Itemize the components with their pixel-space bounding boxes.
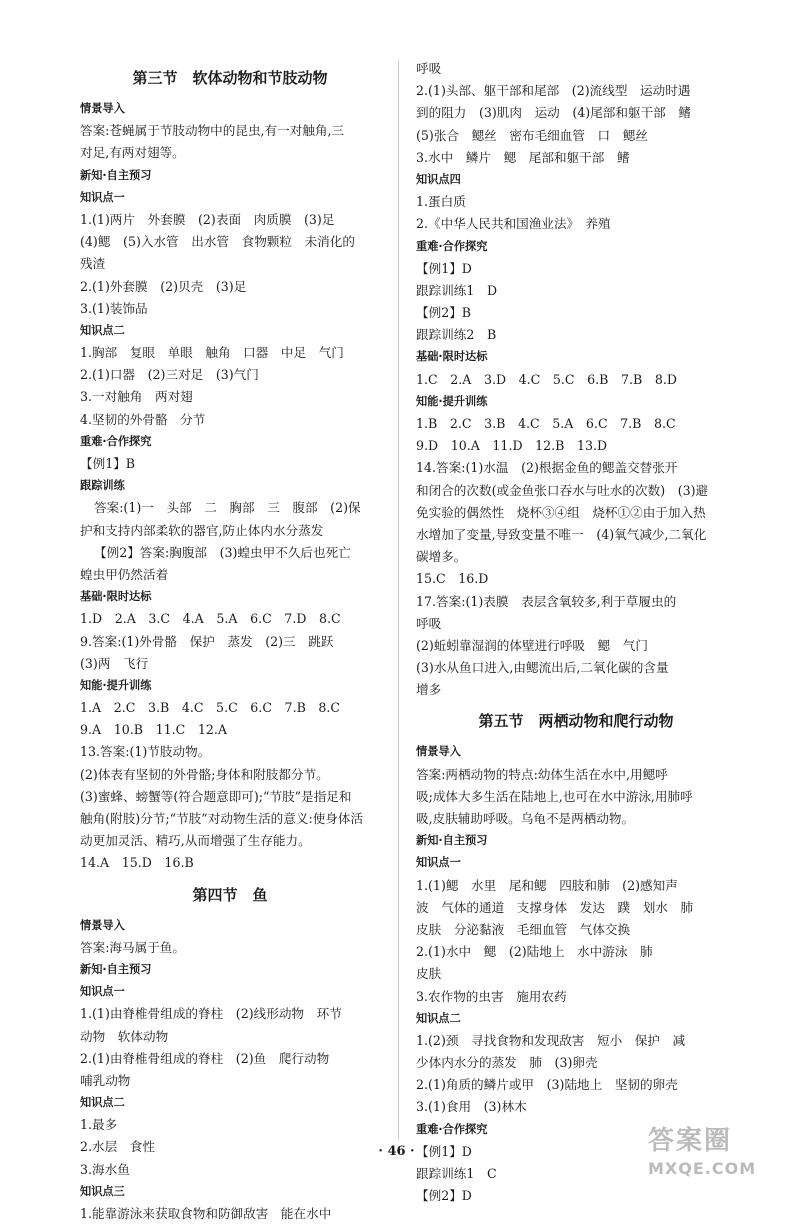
answer-line: 3.(1)装饰品: [80, 300, 148, 316]
answer-line: 呼吸: [416, 61, 442, 76]
answer-line: 皮肤 分泌黏液 毛细血管 气体交换: [416, 921, 631, 937]
answer-line: 跟踪训练2 B: [416, 327, 497, 343]
answer-line: 【例2】D: [416, 1188, 472, 1204]
section-subheading: 知能·提升训练: [80, 678, 152, 692]
answer-line: 水增加了变量,导致变量不唯一 (4)氧气减少,二氧化: [416, 526, 707, 542]
answer-line: 呼吸: [416, 615, 442, 631]
answer-line: 9.A 10.B 11.C 12.A: [80, 722, 227, 738]
section-subheading: 新知·自主预习: [80, 168, 152, 182]
answer-line: 1.(1)鳃 水里 尾和鳃 四肢和肺 (2)感知声: [416, 877, 678, 893]
answer-line: 2.(1)由脊椎骨组成的脊柱 (2)鱼 爬行动物: [80, 1050, 330, 1066]
answer-line: 2.《中华人民共和国渔业法》 养殖: [416, 216, 611, 232]
answer-line: 1.胸部 复眼 单眼 触角 口器 中足 气门: [80, 345, 344, 361]
answer-line: 15.C 16.D: [416, 571, 489, 587]
section-subheading: 情景导入: [416, 745, 461, 759]
answer-line: (5)张合 鳃丝 密布毛细血管 口 鳃丝: [416, 127, 648, 143]
answer-line: (3)水从鱼口进入,由鳃流出后,二氧化碳的含量: [416, 660, 669, 676]
section-title: 第四节 鱼: [192, 885, 268, 904]
answer-line: 答案:海马属于鱼。: [80, 939, 185, 955]
answer-line: 2.(1)口器 (2)三对足 (3)气门: [80, 367, 259, 383]
answer-line: 【例2】B: [416, 305, 472, 321]
section-subheading: 知识点二: [80, 323, 125, 337]
answer-line: 9.D 10.A 11.D 12.B 13.D: [416, 438, 608, 454]
answer-line: 【例2】答案:胸腹部 (3)蝗虫甲不久后也死亡: [94, 544, 351, 560]
section-subheading: 基础·限时达标: [80, 590, 152, 604]
answer-line: 答案:(1)一 头部 二 胸部 三 腹部 (2)保: [94, 500, 361, 516]
section-subheading: 情景导入: [80, 918, 125, 932]
page-number: · 46 ·: [378, 1144, 415, 1159]
section-subheading: 重难·合作探究: [416, 1122, 488, 1136]
section-title: 第五节 两栖动物和爬行动物: [478, 712, 674, 731]
answer-line: 答案:两栖动物的特点:幼体生活在水中,用鳃呼: [416, 766, 668, 782]
answer-line: 残渣: [80, 256, 106, 272]
answer-line: (3)两 飞行: [80, 655, 149, 671]
answer-line: 碳增多。: [416, 549, 467, 565]
answer-line: 吸;成体大多生活在陆地上,也可在水中游泳,用肺呼: [416, 788, 693, 804]
left-column: [80, 58, 380, 1225]
answer-line: 【例1】D: [416, 1143, 472, 1159]
answer-line: 1.(1)两片 外套膜 (2)表面 肉质膜 (3)足: [80, 211, 335, 227]
section-subheading: 重难·合作探究: [416, 239, 488, 253]
watermark-top: 答案圈: [648, 1126, 733, 1156]
answer-line: 2.(1)水中 鳃 (2)陆地上 水中游泳 肺: [416, 944, 653, 960]
answer-line: 1.B 2.C 3.B 4.C 5.A 6.C 7.B 8.C: [416, 416, 676, 431]
answer-line: 14.A 15.D 16.B: [80, 855, 194, 871]
answer-line: 对足,有两对翅等。: [80, 145, 185, 161]
answer-line: (2)体表有坚韧的外骨骼;身体和附肢都分节。: [80, 766, 329, 782]
section-subheading: 跟踪训练: [80, 479, 125, 493]
section-subheading: 知识点三: [80, 1184, 125, 1198]
section-subheading: 知能·提升训练: [416, 394, 488, 408]
section-subheading: 知识点一: [416, 856, 461, 870]
answer-line: (4)鳃 (5)入水管 出水管 食物颗粒 未消化的: [80, 234, 355, 250]
answer-line: 免实验的偶然性 烧杯③④组 烧杯①②由于加入热: [416, 504, 706, 520]
section-subheading: 情景导入: [80, 102, 125, 115]
answer-line: 答案:苍蝇属于节肢动物中的昆虫,有一对触角,三: [80, 123, 345, 139]
answer-line: 吸,皮肤辅助呼吸。乌龟不是两栖动物。: [416, 811, 635, 826]
answer-line: 3.水中 鳞片 鳃 尾部和躯干部 鳍: [416, 149, 630, 165]
answer-line: 14.答案:(1)水温 (2)根据金鱼的鳃盖交替张开: [416, 460, 678, 476]
answer-line: 3.海水鱼: [80, 1161, 130, 1177]
section-subheading: 知识点一: [80, 985, 125, 999]
section-subheading: 新知·自主预习: [80, 962, 152, 976]
answer-line: 2.水层 食性: [80, 1139, 155, 1155]
answer-line: 【例1】D: [416, 260, 472, 276]
answer-line: 1.A 2.C 3.B 4.C 5.C 6.C 7.B 8.C: [80, 700, 341, 716]
answer-line: 3.一对触角 两对翅: [80, 389, 193, 405]
answer-line: 到的阻力 (3)肌肉 运动 (4)尾部和躯干部 鳍: [416, 105, 691, 121]
answer-line: 3.(1)食用 (3)林木: [416, 1099, 527, 1115]
answer-line: 增多: [416, 682, 442, 698]
watermark-bottom: MXQE.COM: [648, 1159, 757, 1178]
section-title: 第三节 软体动物和节肢动物: [132, 69, 328, 87]
right-column: [416, 58, 736, 1207]
answer-line: 蝗虫甲仍然活着: [80, 566, 169, 582]
answer-line: 2.(1)角质的鳞片或甲 (3)陆地上 坚韧的卵壳: [416, 1077, 678, 1093]
answer-line: 3.农作物的虫害 施用农药: [416, 988, 567, 1004]
answer-line: 9.答案:(1)外骨骼 保护 蒸发 (2)三 跳跃: [80, 633, 334, 649]
answer-line: (2)蚯蚓靠湿润的体壁进行呼吸 鳃 气门: [416, 637, 648, 653]
answer-line: 2.(1)外套膜 (2)贝壳 (3)足: [80, 278, 247, 294]
answer-line: 动更加灵活、精巧,从而增强了生存能力。: [80, 833, 311, 849]
answer-line: 皮肤: [416, 966, 442, 982]
answer-line: 【例1】B: [80, 456, 136, 471]
section-subheading: 知识点四: [416, 172, 461, 186]
answer-line: 1.C 2.A 3.D 4.C 5.C 6.B 7.B 8.D: [416, 371, 677, 387]
answer-line: (3)蜜蜂、螃蟹等(符合题意即可);“节肢”是指足和: [80, 788, 352, 804]
answer-line: 跟踪训练1 D: [416, 282, 498, 298]
answer-line: 和闭合的次数(或金鱼张口吞水与吐水的次数) (3)避: [416, 482, 709, 498]
answer-line: 1.最多: [80, 1117, 118, 1133]
column-divider: [398, 60, 399, 1140]
answer-line: 2.(1)头部、躯干部和尾部 (2)流线型 运动时遇: [416, 83, 691, 99]
answer-line: 13.答案:(1)节肢动物。: [80, 744, 211, 760]
answer-line: 1.(2)颈 寻找食物和发现敌害 短小 保护 减: [416, 1032, 686, 1048]
answer-line: 4.坚韧的外骨骼 分节: [80, 411, 206, 427]
answer-line: 波 气体的通道 支撑身体 发达 蹼 划水 肺: [416, 899, 694, 915]
section-subheading: 新知·自主预习: [416, 834, 488, 848]
section-subheading: 知识点二: [80, 1096, 125, 1110]
answer-line: 触角(附肢)分节;“节肢”对动物生活的意义:使身体活: [80, 811, 364, 826]
answer-line: 1.蛋白质: [416, 194, 466, 210]
answer-line: 1.D 2.A 3.C 4.A 5.A 6.C 7.D 8.C: [80, 611, 341, 627]
section-subheading: 基础·限时达标: [416, 350, 488, 364]
answer-line: 17.答案:(1)表膜 表层含氧较多,利于草履虫的: [416, 593, 677, 609]
answer-line: 跟踪训练1 C: [416, 1166, 497, 1181]
section-subheading: 知识点一: [80, 190, 125, 204]
watermark-logo: [648, 1124, 788, 1194]
answer-line: 少体内水分的蒸发 肺 (3)卵壳: [416, 1055, 598, 1071]
answer-line: 1.能靠游泳来获取食物和防御敌害 能在水中: [80, 1206, 332, 1221]
section-subheading: 重难·合作探究: [80, 434, 152, 448]
section-subheading: 知识点二: [416, 1011, 461, 1025]
answer-line: 1.(1)由脊椎骨组成的脊柱 (2)线形动物 环节: [80, 1006, 342, 1022]
answer-line: 护和支持内部柔软的器官,防止体内水分蒸发: [80, 522, 324, 538]
answer-line: 哺乳动物: [80, 1072, 131, 1088]
answer-line: 动物 软体动物: [80, 1028, 169, 1044]
